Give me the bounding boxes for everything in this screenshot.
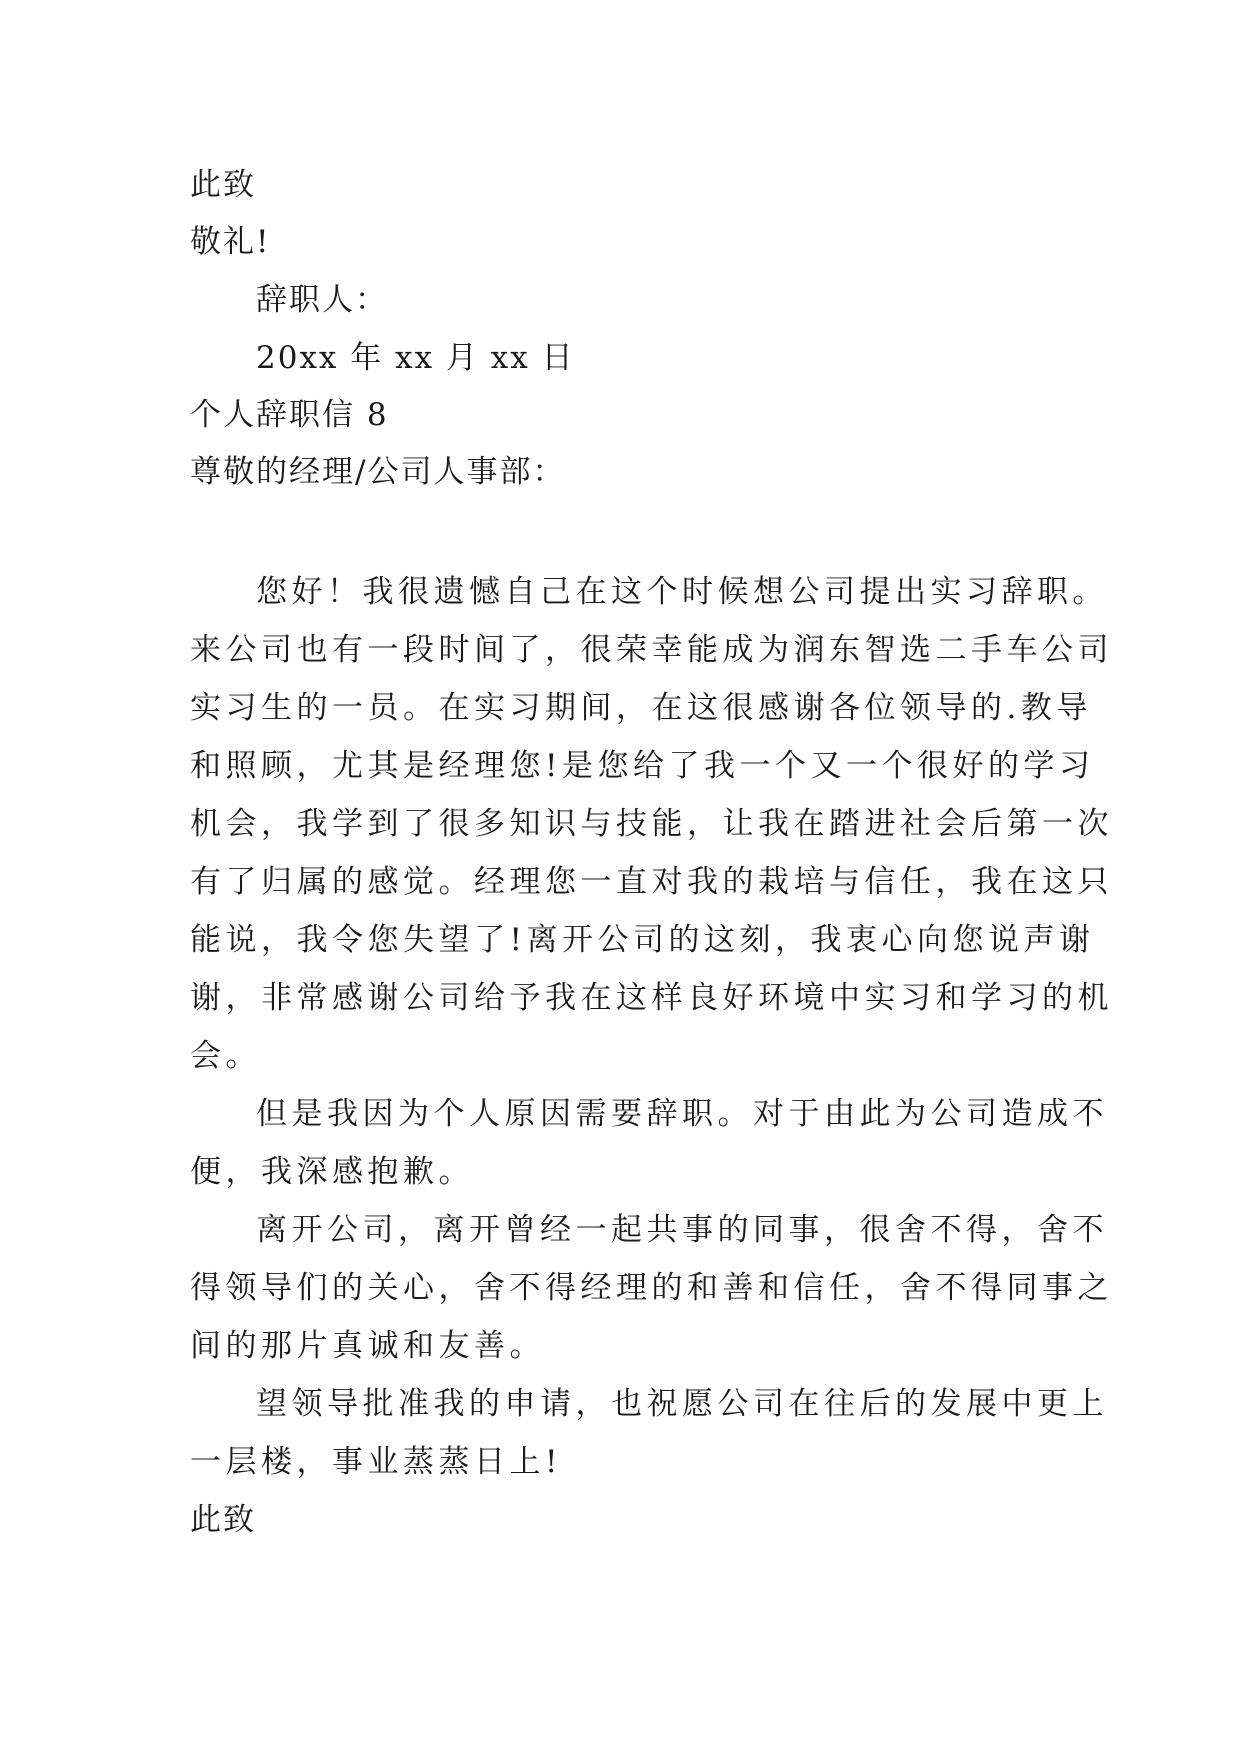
signature-date: 20xx 年 xx 月 xx 日 — [256, 340, 575, 376]
signer-label: 辞职人： — [256, 282, 388, 318]
closing-line-top: 此致 — [190, 167, 256, 203]
salute-line: 敬礼! — [190, 224, 271, 260]
paragraph-1-line-2: 来公司也有一段时间了，很荣幸能成为润东智选二手车公司 — [190, 632, 1113, 668]
paragraph-1-line-8: 谢，非常感谢公司给予我在这样良好环境中实习和学习的机 — [190, 980, 1113, 1016]
closing-line-bottom: 此致 — [190, 1502, 256, 1538]
paragraph-2-line-1: 但是我因为个人原因需要辞职。对于由此为公司造成不 — [256, 1096, 1108, 1132]
paragraph-1-line-4: 和照顾，尤其是经理您!是您给了我一个又一个很好的学习 — [190, 748, 1095, 784]
paragraph-3-line-1: 离开公司，离开曾经一起共事的同事，很舍不得，舍不 — [256, 1212, 1108, 1248]
paragraph-1-line-3: 实习生的一员。在实习期间，在这很感谢各位领导的.教导 — [190, 690, 1092, 726]
letter-greeting: 尊敬的经理/公司人事部： — [190, 454, 566, 490]
paragraph-4-line-1: 望领导批准我的申请，也祝愿公司在往后的发展中更上 — [256, 1386, 1108, 1422]
paragraph-1-line-9: 会。 — [190, 1038, 261, 1074]
paragraph-1-line-7: 能说，我令您失望了!离开公司的这刻，我衷心向您说声谢 — [190, 922, 1095, 958]
paragraph-3-line-2: 得领导们的关心，舍不得经理的和善和信任，舍不得同事之 — [190, 1270, 1113, 1306]
paragraph-1-line-6: 有了归属的感觉。经理您一直对我的栽培与信任，我在这只 — [190, 864, 1113, 900]
letter-title: 个人辞职信 8 — [190, 397, 389, 433]
paragraph-4-line-2: 一层楼，事业蒸蒸日上! — [190, 1444, 562, 1480]
paragraph-1-line-1: 您好！我很遗憾自己在这个时候想公司提出实习辞职。 — [256, 574, 1108, 610]
paragraph-3-line-3: 间的那片真诚和友善。 — [190, 1328, 545, 1364]
paragraph-1-line-5: 机会，我学到了很多知识与技能，让我在踏进社会后第一次 — [190, 806, 1113, 842]
paragraph-2-line-2: 便，我深感抱歉。 — [190, 1154, 474, 1190]
